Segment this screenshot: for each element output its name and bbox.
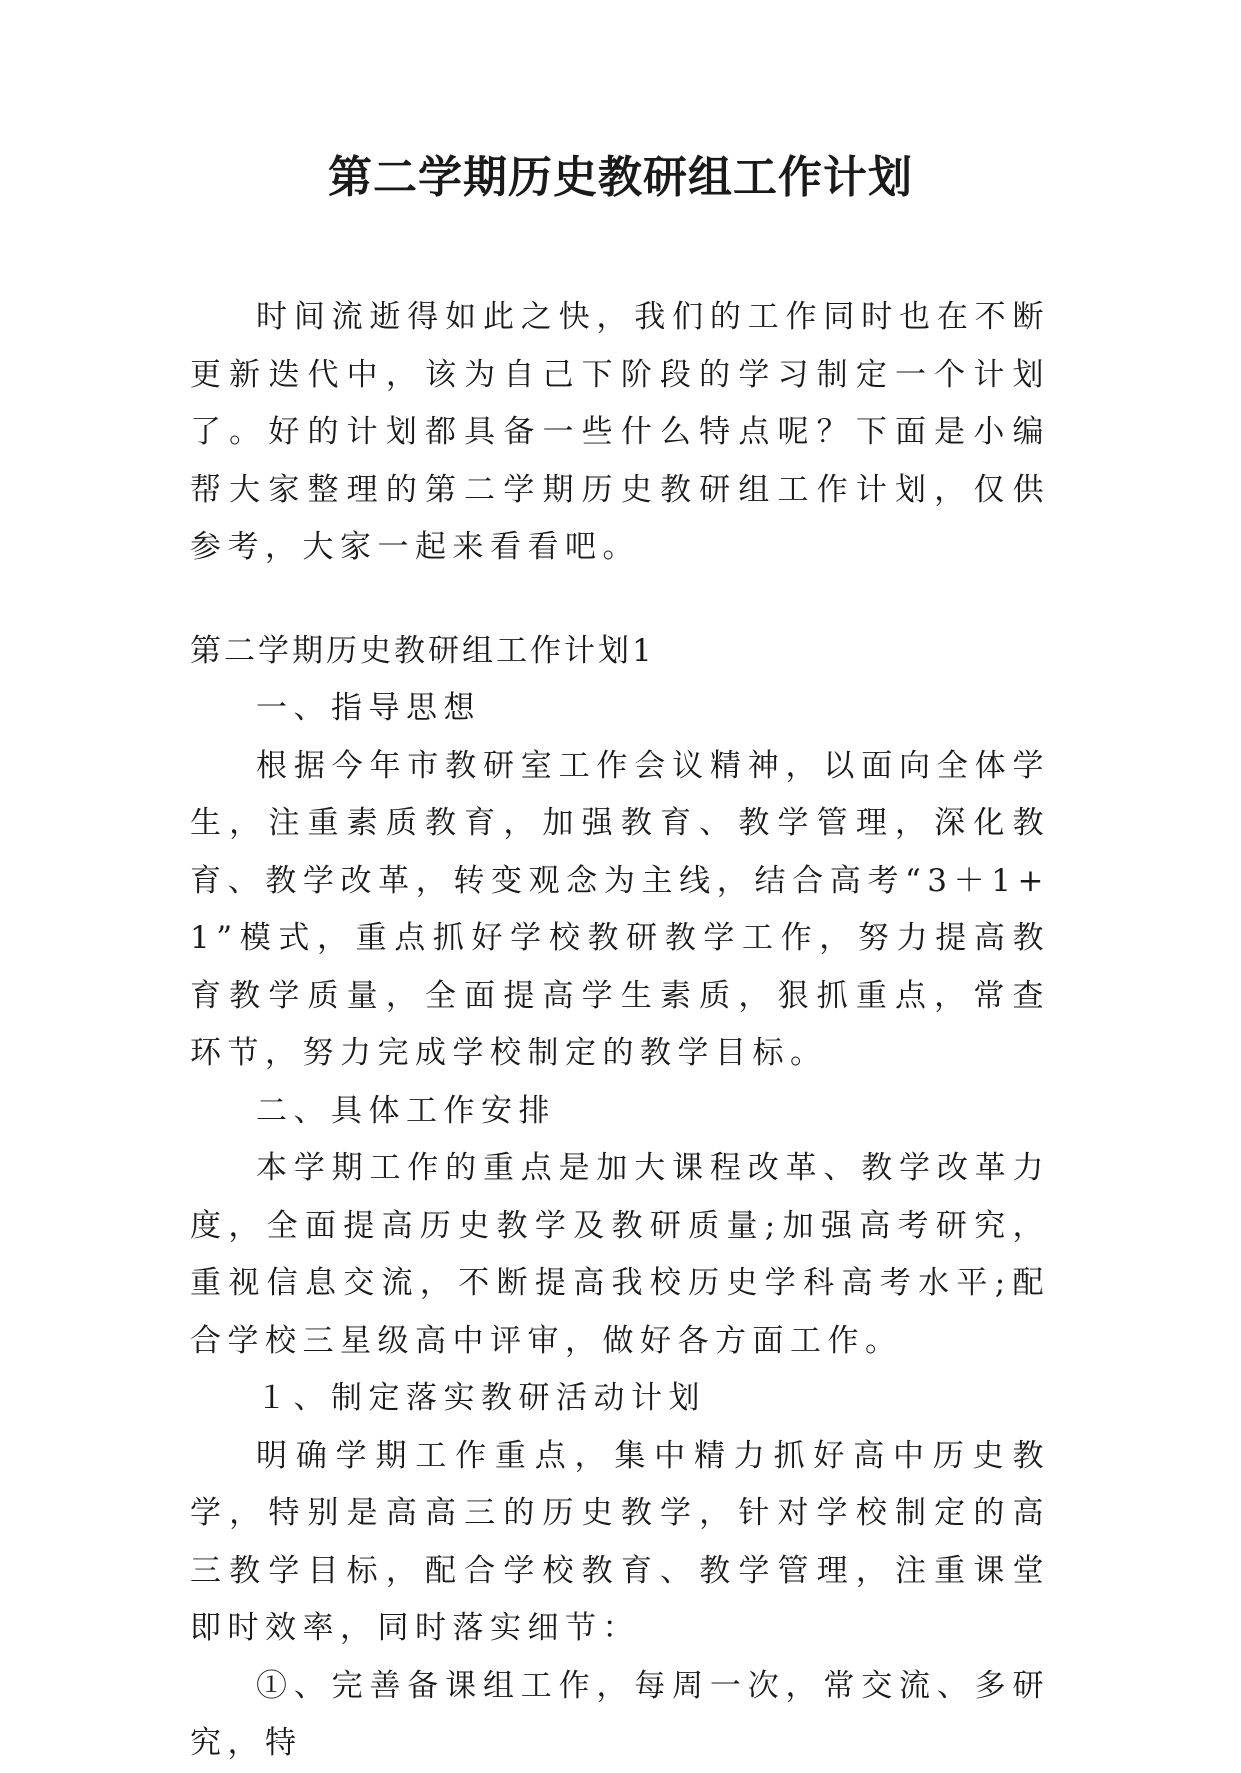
document-title: 第二学期历史教研组工作计划 [328,152,913,203]
heading-guiding-ideology: 一、指导思想 [256,690,481,726]
document-body [190,289,1050,1773]
paragraph-research-plan: 明确学期工作重点，集中精力抓好高中历史教学，特别是高高三的历史教学，针对学校制定的高三教学目标，配合学校教育、教学管理，注重课堂即时效率，同时落实细节： [190,1437,1050,1646]
paragraph-lesson-prep: ①、完善备课组工作，每周一次，常交流、多研究，特 [190,1667,1050,1761]
subheading-research-plan: １、制定落实教研活动计划 [256,1380,706,1416]
paragraph-gap [190,577,1050,623]
paragraph-guiding-ideology: 根据今年市教研室工作会议精神，以面向全体学生，注重素质教育，加强教育、教学管理，深化教育、教学改革，转变观念为主线，结合高考“3＋1+1”模式，重点抓好学校教研教学工作，努力提高教育教学质量，全面提高学生素质，狠抓重点，常查环节，努力完成学校制定的教学目标。 [190,747,1050,1071]
section-title: 第二学期历史教研组工作计划1 [190,632,655,669]
paragraph-work-arrangement: 本学期工作的重点是加大课程改革、教学改革力度，全面提高历史教学及教研质量;加强高考研究，重视信息交流，不断提高我校历史学科高考水平;配合学校三星级高中评审，做好各方面工作。 [190,1150,1050,1359]
heading-work-arrangement: 二、具体工作安排 [256,1092,556,1129]
intro-paragraph: 时间流逝得如此之快，我们的工作同时也在不断更新迭代中，该为自己下阶段的学习制定一个计划了。好的计划都具备一些什么特点呢？下面是小编帮大家整理的第二学期历史教研组工作计划，仅供参考，大家一起来看看吧。 [190,299,1050,565]
